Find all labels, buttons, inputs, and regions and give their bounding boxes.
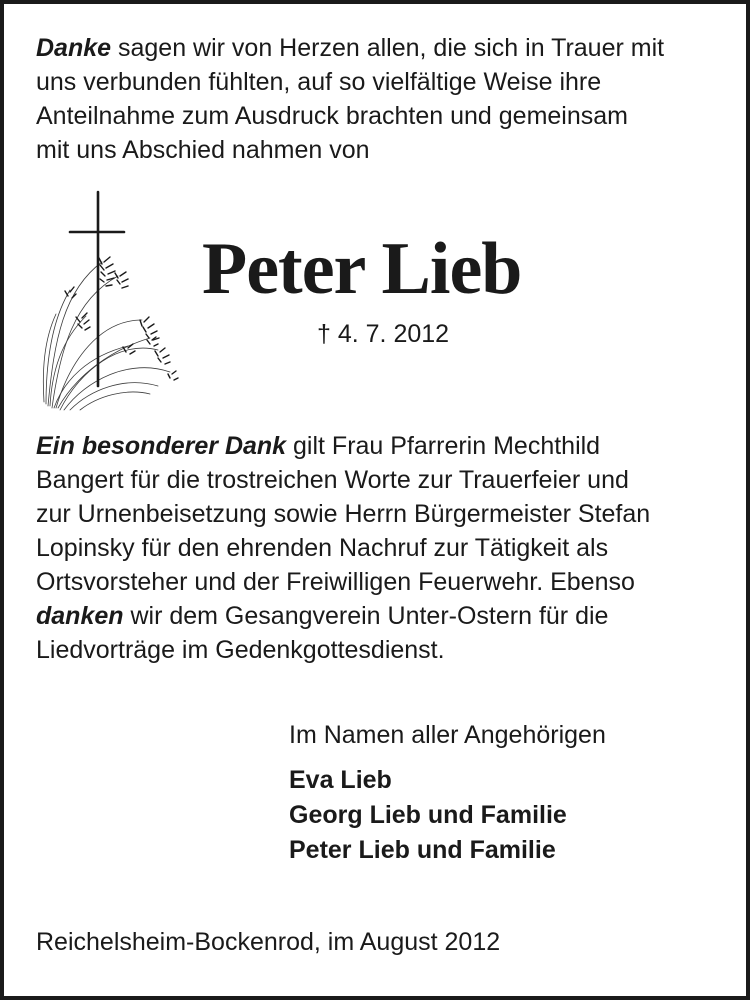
intro-line: mit uns Abschied nahmen von [36,136,370,164]
signer: Eva Lieb [289,766,392,794]
special-thanks-line: Bangert für die trostreichen Worte zur Trauerfeier und [36,466,629,494]
special-thanks-line [36,429,726,463]
intro-paragraph [36,31,726,167]
special-thanks-line: Lopinsky für den ehrenden Nachruf zur Tätigkeit als [36,534,609,562]
place-and-date: Reichelsheim-Bockenrod, im August 2012 [36,928,501,956]
special-thanks-line-text: gilt Frau Pfarrerin Mechthild [286,432,601,460]
intro-lead-word: Danke [36,34,112,62]
death-date: † 4. 7. 2012 [317,320,450,348]
closing-line: Im Namen aller Angehörigen [289,721,606,749]
special-thanks-line-text: wir dem Gesangverein Unter-Ostern für die [123,602,609,630]
intro-line-text: sagen wir von Herzen allen, die sich in Trauer mit [111,34,665,62]
intro-line [36,31,726,65]
special-thanks-line: Ortsvorsteher und der Freiwilligen Feuerwehr. Ebenso [36,568,635,596]
intro-line: uns verbunden fühlten, auf so vielfältige Weise ihre [36,68,602,96]
signer: Georg Lieb und Familie [289,801,567,829]
special-thanks-line: Liedvorträge im Gedenkgottesdienst. [36,636,445,664]
signer: Peter Lieb und Familie [289,836,556,864]
special-thanks-line [36,599,726,633]
special-thanks-line: zur Urnenbeisetzung sowie Herrn Bürgermeister Stefan [36,500,651,528]
special-thanks-paragraph [36,429,726,667]
deceased-name: Peter Lieb [202,228,522,310]
special-thanks-emph: danken [36,602,124,630]
special-thanks-lead: Ein besonderer Dank [36,432,287,460]
cross-with-wheat-icon [40,190,180,412]
signers-list [289,763,567,868]
intro-line: Anteilnahme zum Ausdruck brachten und gemeinsam [36,102,628,130]
